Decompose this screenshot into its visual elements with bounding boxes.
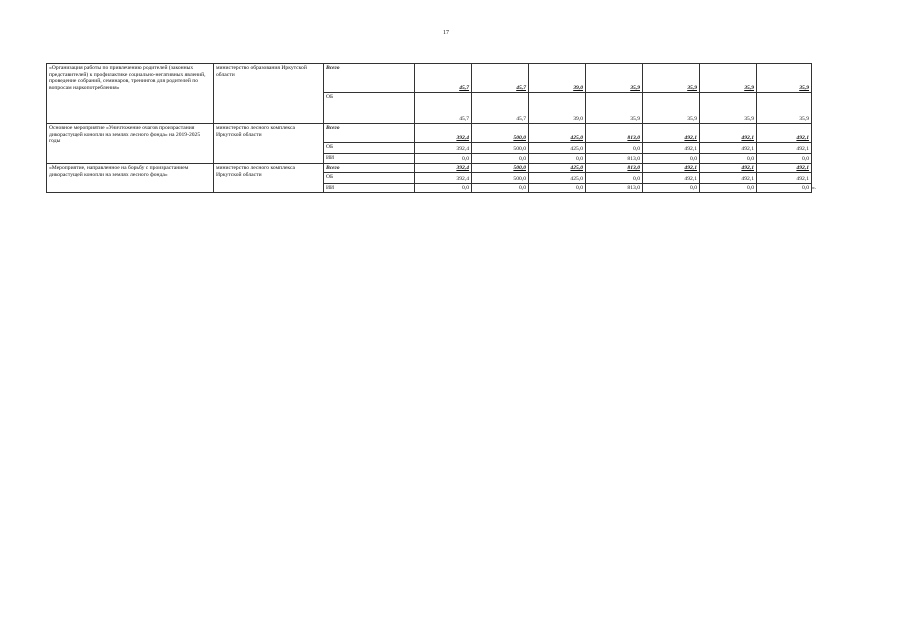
amount-cell: 392,4 <box>415 164 472 173</box>
amount-cell: 500,0 <box>472 124 529 143</box>
amount-cell: 35,9 <box>700 64 757 93</box>
amount-cell: 35,9 <box>757 93 812 124</box>
table-row <box>47 124 812 143</box>
amount-cell: 492,1 <box>643 173 700 184</box>
amount-cell: 0,0 <box>700 154 757 164</box>
amount-cell: 392,4 <box>415 124 472 143</box>
amount-cell: 425,0 <box>529 173 586 184</box>
amount-cell: 500,0 <box>472 173 529 184</box>
amount-cell: 492,1 <box>757 124 812 143</box>
amount-cell: 0,0 <box>415 154 472 164</box>
funding-source: ОБ <box>324 143 415 154</box>
amount-cell: 0,0 <box>529 154 586 164</box>
amount-cell: 0,0 <box>643 184 700 193</box>
measure-description: «Организация работы по привлечению родителей (законных представителей) к профилактике социально-негативных явлений, проведение собраний, семинаров, тренингов для родителей по вопросам наркопотребления» <box>47 64 214 124</box>
amount-cell <box>757 184 817 193</box>
amount-cell: 425,0 <box>529 124 586 143</box>
page-number: 17 <box>443 30 449 36</box>
amount-cell: 492,1 <box>700 124 757 143</box>
amount-cell: 392,4 <box>415 143 472 154</box>
funding-source: Всего <box>324 124 415 143</box>
measure-description: «Мероприятие, направленное на борьбу с произрастанием дикорастущей конопли на землях лесного фонда» <box>47 164 214 193</box>
amount-cell: 0,0 <box>757 154 812 164</box>
amount-cell: 813,0 <box>586 184 643 193</box>
amount-cell: 35,9 <box>586 64 643 93</box>
amount-cell: 45,7 <box>472 93 529 124</box>
amount-cell: 813,0 <box>586 164 643 173</box>
amount-cell: 392,4 <box>415 173 472 184</box>
closing-quote-mark: ». <box>812 185 817 192</box>
amount-cell: 425,0 <box>529 143 586 154</box>
amount-cell: 492,1 <box>643 143 700 154</box>
amount-cell: 35,9 <box>757 64 812 93</box>
amount-cell: 45,7 <box>415 64 472 93</box>
amount-cell: 492,1 <box>643 164 700 173</box>
table-row <box>47 64 812 93</box>
funding-table <box>46 63 817 193</box>
funding-source: ОБ <box>324 173 415 184</box>
amount-cell: 45,7 <box>415 93 472 124</box>
amount-cell: 0,0 <box>700 184 757 193</box>
amount-cell: 35,9 <box>643 93 700 124</box>
amount-cell: 492,1 <box>757 143 812 154</box>
amount-cell: 45,7 <box>472 64 529 93</box>
funding-source: Всего <box>324 64 415 93</box>
amount-cell: 492,1 <box>700 173 757 184</box>
amount-cell: 500,0 <box>472 164 529 173</box>
amount-cell: 39,0 <box>529 64 586 93</box>
amount-cell: 0,0 <box>586 173 643 184</box>
amount-cell: 35,9 <box>700 93 757 124</box>
responsible-executor: министерство лесного комплекса Иркутской области <box>214 124 324 164</box>
amount-cell: 35,9 <box>643 64 700 93</box>
funding-source: ИИ <box>324 154 415 164</box>
amount-cell: 0,0 <box>472 154 529 164</box>
measure-description: Основное мероприятие «Уничтожение очагов произрастания дикорастущей конопли на землях лесного фонда» на 2019-2025 годы <box>47 124 214 164</box>
amount-cell: 813,0 <box>586 124 643 143</box>
funding-source: ОБ <box>324 93 415 124</box>
amount-cell: 0,0 <box>586 143 643 154</box>
amount-cell: 0,0 <box>415 184 472 193</box>
amount-cell: 500,0 <box>472 143 529 154</box>
amount-cell: 39,0 <box>529 93 586 124</box>
amount-value: 0,0 <box>802 185 809 192</box>
amount-cell: 492,1 <box>700 164 757 173</box>
amount-cell: 813,0 <box>586 154 643 164</box>
amount-cell: 425,0 <box>529 164 586 173</box>
amount-cell: 492,1 <box>757 164 812 173</box>
funding-source: Всего <box>324 164 415 173</box>
amount-cell: 0,0 <box>643 154 700 164</box>
responsible-executor: министерство образования Иркутской области <box>214 64 324 124</box>
amount-cell: 492,1 <box>757 173 812 184</box>
amount-cell: 0,0 <box>472 184 529 193</box>
amount-cell: 492,1 <box>700 143 757 154</box>
responsible-executor: министерство лесного комплекса Иркутской области <box>214 164 324 193</box>
amount-cell: 492,1 <box>643 124 700 143</box>
amount-cell: 0,0 <box>529 184 586 193</box>
amount-cell: 35,9 <box>586 93 643 124</box>
funding-source: ИИ <box>324 184 415 193</box>
table-row <box>47 164 812 173</box>
